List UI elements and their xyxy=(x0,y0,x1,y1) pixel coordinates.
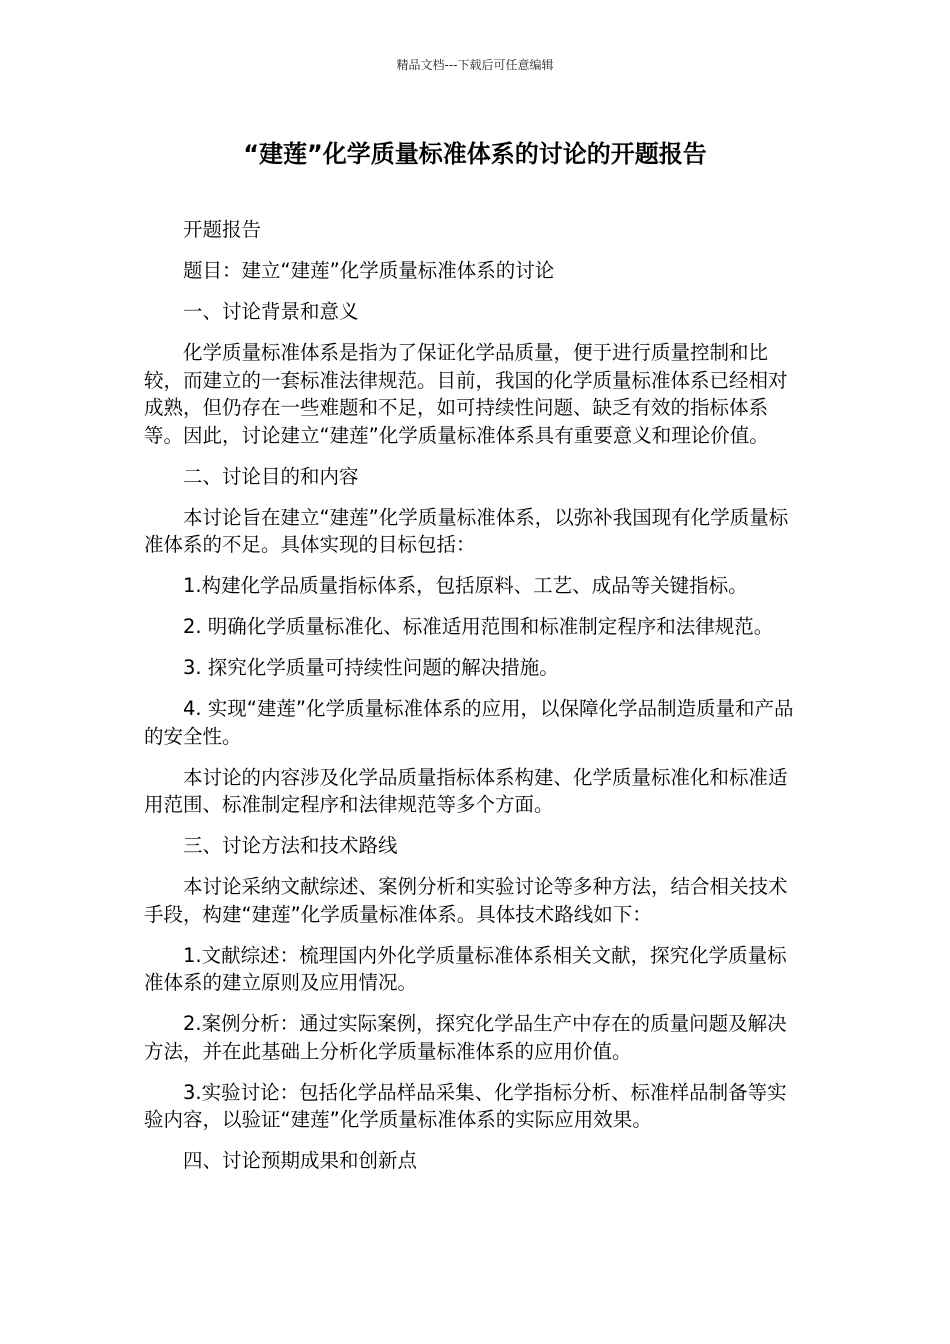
paragraph-purpose: 本讨论旨在建立“建莲”化学质量标准体系，以弥补我国现有化学质量标准体系的不足。具体实现的目标包括： xyxy=(144,505,789,556)
section-heading-methods: 三、讨论方法和技术路线 xyxy=(183,834,398,857)
document-title: “建莲”化学质量标准体系的讨论的开题报告 xyxy=(243,140,707,168)
list-item-goal-1: 1.构建化学品质量指标体系，包括原料、工艺、成品等关键指标。 xyxy=(183,574,748,597)
list-item-method-3: 3.实验讨论：包括化学品样品采集、化学指标分析、标准样品制备等实验内容，以验证“建莲”化学质量标准体系的实际应用效果。 xyxy=(144,1080,787,1131)
paragraph-background: 化学质量标准体系是指为了保证化学品质量，便于进行质量控制和比较，而建立的一套标准法律规范。目前，我国的化学质量标准体系已经相对成熟，但仍存在一些难题和不足，如可持续性问题、缺乏有效的指标体系等。因此，讨论建立“建莲”化学质量标准体系具有重要意义和理论价值。 xyxy=(144,341,788,447)
list-item-method-2: 2.案例分析：通过实际案例，探究化学品生产中存在的质量问题及解决方法，并在此基础上分析化学质量标准体系的应用价值。 xyxy=(144,1012,787,1063)
section-heading-background: 一、讨论背景和意义 xyxy=(183,300,359,323)
list-item-goal-4: 4. 实现“建莲”化学质量标准体系的应用，以保障化学品制造质量和产品的安全性。 xyxy=(144,697,794,748)
paragraph-scope: 本讨论的内容涉及化学品质量指标体系构建、化学质量标准化和标准适用范围、标准制定程序和法律规范等多个方面。 xyxy=(144,765,788,816)
section-heading-outcomes: 四、讨论预期成果和创新点 xyxy=(183,1149,418,1172)
list-item-goal-3: 3. 探究化学质量可持续性问题的解决措施。 xyxy=(183,656,559,679)
list-item-method-1: 1.文献综述：梳理国内外化学质量标准体系相关文献，探究化学质量标准体系的建立原则及应用情况。 xyxy=(144,943,787,994)
list-item-goal-2: 2. 明确化学质量标准化、标准适用范围和标准制定程序和法律规范。 xyxy=(183,615,774,638)
header-note: 精品文档---下载后可任意编辑 xyxy=(396,58,554,72)
paragraph-report-label: 开题报告 xyxy=(183,218,262,241)
document-body xyxy=(144,216,806,1188)
paragraph-topic: 题目：建立“建莲”化学质量标准体系的讨论 xyxy=(183,259,555,282)
paragraph-methods: 本讨论采纳文献综述、案例分析和实验讨论等多种方法，结合相关技术手段，构建“建莲”化学质量标准体系。具体技术路线如下： xyxy=(144,875,788,926)
section-heading-purpose: 二、讨论目的和内容 xyxy=(183,464,359,488)
